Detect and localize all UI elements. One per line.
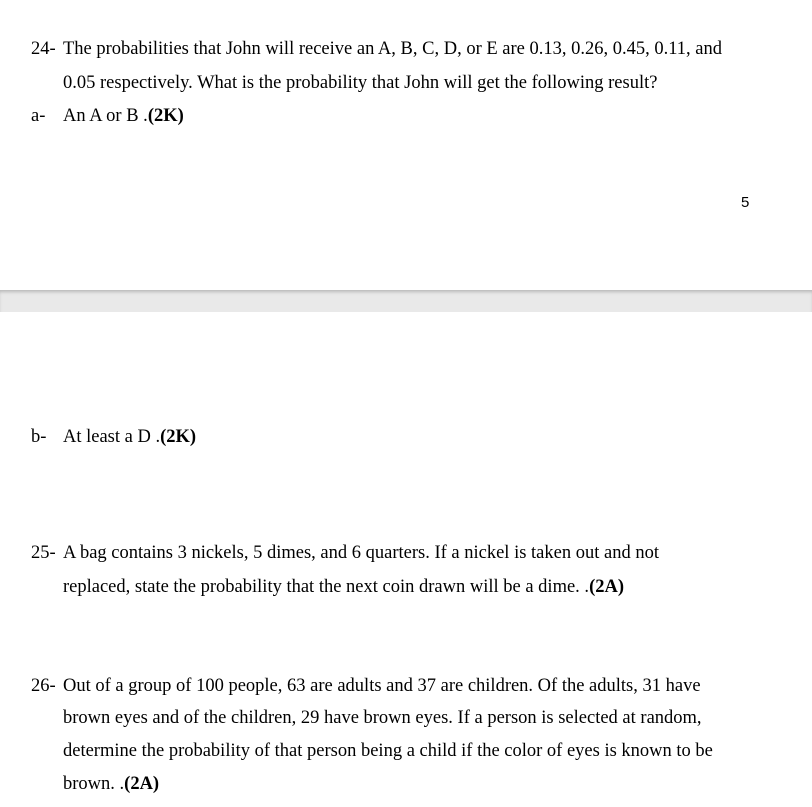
page-separator	[0, 290, 812, 312]
page-number: 5	[741, 194, 750, 211]
question-25-number: 25-	[31, 543, 56, 563]
question-25-text-line-2	[63, 576, 624, 598]
question-24a-label: a-	[31, 106, 46, 126]
question-24a-marks: (2K)	[147, 106, 184, 126]
question-26-prompt-end: brown. .	[63, 774, 125, 794]
question-26-marks: (2A)	[124, 774, 160, 794]
question-24-number: 24-	[31, 39, 56, 59]
question-26-number: 26-	[31, 676, 56, 696]
question-26-text-line-1: Out of a group of 100 people, 63 are adults and 37 are children. Of the adults, 31 have	[63, 676, 701, 696]
question-26-text-line-3: determine the probability of that person being a child if the color of eyes is known to be	[63, 741, 713, 761]
question-24-text-line-1: The probabilities that John will receive an A, B, C, D, or E are 0.13, 0.26, 0.45, 0.11, and	[63, 39, 723, 59]
question-26-text-line-2: brown eyes and of the children, 29 have brown eyes. If a person is selected at random,	[63, 708, 702, 728]
question-24a-prompt: An A or B .	[63, 106, 148, 126]
question-24a-text	[63, 105, 184, 127]
question-24b-text	[63, 426, 196, 448]
question-24b-prompt: At least a D .	[63, 427, 161, 447]
question-25-prompt-end: replaced, state the probability that the next coin drawn will be a dime. .	[63, 577, 590, 597]
document-page-top	[0, 0, 812, 290]
question-25-marks: (2A)	[589, 577, 624, 597]
question-24b-label: b-	[31, 427, 47, 447]
document-page-bottom	[0, 312, 812, 807]
question-26-text-line-4	[63, 773, 159, 795]
question-25-text-line-1: A bag contains 3 nickels, 5 dimes, and 6 quarters. If a nickel is taken out and not	[63, 543, 659, 563]
question-24b-marks: (2K)	[160, 427, 197, 447]
question-24-text-line-2: 0.05 respectively. What is the probability that John will get the following result?	[63, 73, 658, 93]
